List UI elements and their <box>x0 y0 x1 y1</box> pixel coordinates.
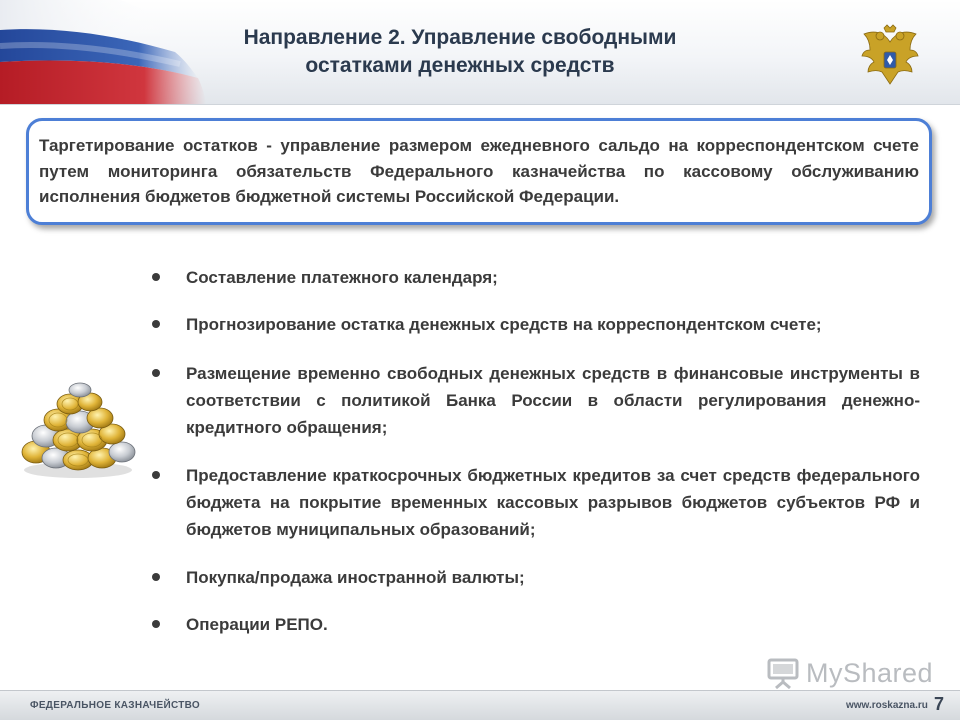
bullet-dot-icon <box>152 273 160 281</box>
watermark-text: MyShared <box>806 657 934 688</box>
bullet-dot-icon <box>152 620 160 628</box>
list-item-text: Предоставление краткосрочных бюджетных кредитов за счет средств федерального бюджета на покрытие временных кассовых разрывов бюджетов субъектов РФ и бюджетов муниципальных образований; <box>186 466 920 539</box>
list-item-text: Размещение временно свободных денежных средств в финансовые инструменты в соответствии с политикой Банка России в области регулирования денежно-кредитного обращения; <box>186 364 920 437</box>
watermark <box>766 656 933 690</box>
list-item <box>150 462 920 543</box>
page-number: 7 <box>934 694 945 714</box>
bullet-list <box>150 264 920 638</box>
bullet-dot-icon <box>152 471 160 479</box>
list-item <box>150 311 920 338</box>
definition-text: Таргетирование остатков - управление размером ежедневного сальдо на корреспондентском счете путем мониторинга обязательств Федерального казначейства по кассовому обслуживанию исполнения бюджетов бюджетной системы Российской Федерации. <box>39 136 919 206</box>
double-headed-eagle-emblem-icon <box>858 24 922 90</box>
list-item <box>150 564 920 591</box>
bullet-dot-icon <box>152 369 160 377</box>
list-item-text: Операции РЕПО. <box>186 615 328 634</box>
list-item <box>150 611 920 638</box>
list-item <box>150 264 920 291</box>
list-item-text: Покупка/продажа иностранной валюты; <box>186 568 525 587</box>
list-item-text: Прогнозирование остатка денежных средств на корреспондентском счете; <box>186 315 822 334</box>
bullet-dot-icon <box>152 573 160 581</box>
coins-pile-icon <box>18 382 138 482</box>
list-item-text: Составление платежного календаря; <box>186 268 498 287</box>
russian-flag-icon <box>0 0 210 104</box>
page-title <box>190 24 730 80</box>
footer <box>0 690 960 720</box>
footer-url: www.roskazna.ru <box>846 700 928 711</box>
bullet-dot-icon <box>152 320 160 328</box>
title-line-2: остатками денежных средств <box>305 54 615 77</box>
list-item <box>150 360 920 441</box>
presentation-board-icon <box>766 657 800 689</box>
header-band <box>0 0 960 105</box>
footer-org-name: ФЕДЕРАЛЬНОЕ КАЗНАЧЕЙСТВО <box>30 700 200 711</box>
definition-box <box>26 118 932 225</box>
title-line-1: Направление 2. Управление свободными <box>243 26 677 49</box>
